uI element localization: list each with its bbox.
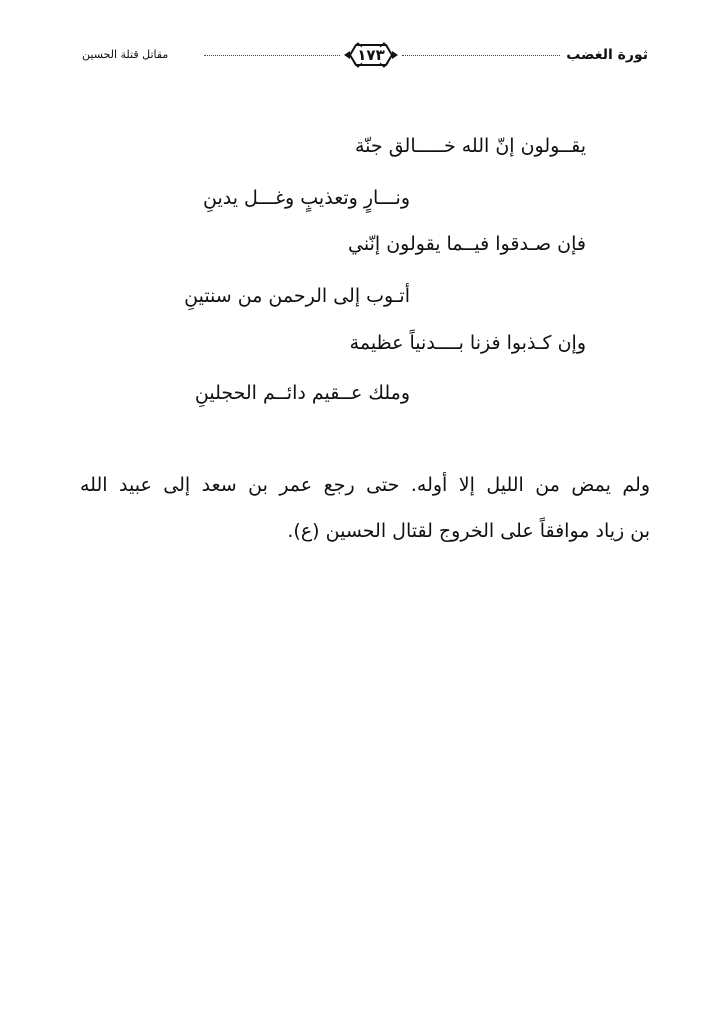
header-dotted-rule-left [204, 55, 340, 56]
page-number: ١٧٣ [357, 46, 385, 64]
poem-verse-6: وملك عــقيم دائــم الحجلينِ [194, 382, 410, 404]
poem-verse-4: أتـوب إلى الرحمن من سنتينِ [184, 285, 410, 307]
chapter-title: مقاتل قتلة الحسين [82, 48, 169, 61]
poem-verse-5: وإن كـذبوا فزنا بــــدنياً عظيمة [349, 332, 586, 354]
paragraph-line-1: ولم يمض من الليل إلا أوله. حتى رجع عمر بن سعد إلى عبيد الله [80, 474, 650, 496]
page-number-badge [344, 41, 398, 69]
poem-verse-3: فإن صـدقوا فيــما يقولون إنّني [348, 233, 586, 255]
page-header [82, 38, 648, 78]
poem-verse-2: ونـــارٍ وتعذيبٍ وغـــل يدينِ [202, 187, 410, 209]
book-title: ثورة الغضب [566, 47, 648, 63]
poem-verse-1: يقــولون إنّ الله خـــــالق جنّة [354, 135, 586, 157]
header-dotted-rule-right [402, 55, 560, 56]
paragraph-line-2: بن زياد موافقاً على الخروج لقتال الحسين (ع). [287, 520, 650, 542]
